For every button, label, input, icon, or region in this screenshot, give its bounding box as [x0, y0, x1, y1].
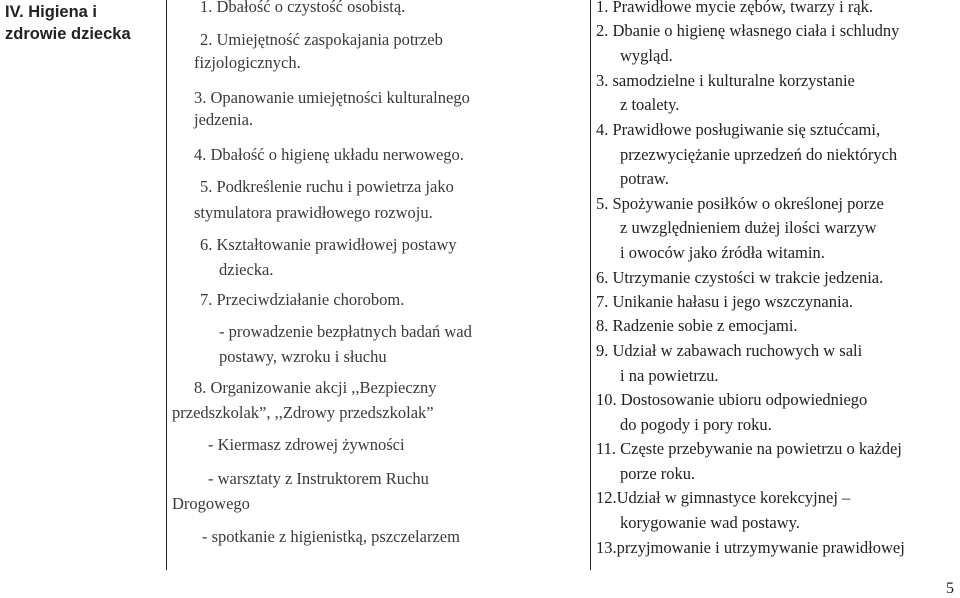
outcome-line: wygląd.: [620, 46, 673, 65]
outcome-line: i na powietrzu.: [620, 366, 719, 385]
outcome-line: do pogody i pory roku.: [620, 415, 772, 434]
column-divider: [166, 0, 167, 570]
task-line: 2. Umiejętność zaspokajania potrzeb: [200, 30, 443, 49]
task-line: jedzenia.: [194, 110, 254, 129]
outcome-line: przezwyciężanie uprzedzeń do niektórych: [620, 145, 898, 164]
task-line: - Kiermasz zdrowej żywności: [208, 435, 405, 454]
section-title-line: IV. Higiena i: [5, 3, 98, 21]
task-line: 8. Organizowanie akcji ,,Bezpieczny: [194, 378, 437, 397]
task-line: 3. Opanowanie umiejętności kulturalnego: [194, 88, 470, 107]
outcome-line: z uwzględnieniem dużej ilości warzyw: [620, 218, 877, 237]
task-line: - spotkanie z higienistką, pszczelarzem: [202, 527, 460, 546]
outcome-line: 12.Udział w gimnastyce korekcyjnej –: [596, 488, 851, 507]
outcome-line: 10. Dostosowanie ubioru odpowiedniego: [596, 390, 868, 409]
outcome-line: 1. Prawidłowe mycie zębów, twarzy i rąk.: [596, 0, 874, 16]
task-line: 5. Podkreślenie ruchu i powietrza jako: [200, 177, 454, 196]
outcome-line: 8. Radzenie sobie z emocjami.: [596, 316, 798, 335]
outcome-line: 5. Spożywanie posiłków o określonej porze: [596, 194, 884, 213]
outcome-line: korygowanie wad postawy.: [620, 513, 800, 532]
task-line: 7. Przeciwdziałanie chorobom.: [200, 290, 405, 309]
task-line: - warsztaty z Instruktorem Ruchu: [208, 469, 429, 488]
column-divider: [590, 0, 591, 570]
task-line: dziecka.: [219, 260, 274, 279]
task-line: 4. Dbałość o higienę układu nerwowego.: [194, 145, 464, 164]
outcome-line: 11. Częste przebywanie na powietrzu o każdej: [596, 439, 902, 458]
task-line: 1. Dbałość o czystość osobistą.: [200, 0, 406, 16]
task-line: postawy, wzroku i słuchu: [219, 347, 387, 366]
outcome-line: 6. Utrzymanie czystości w trakcie jedzenia.: [596, 268, 884, 287]
task-line: 6. Kształtowanie prawidłowej postawy: [200, 235, 457, 254]
outcome-line: i owoców jako źródła witamin.: [620, 243, 825, 262]
outcome-line: 9. Udział w zabawach ruchowych w sali: [596, 341, 863, 360]
task-line: - prowadzenie bezpłatnych badań wad: [219, 322, 472, 341]
outcome-line: porze roku.: [620, 464, 696, 483]
outcome-line: 4. Prawidłowe posługiwanie się sztućcami,: [596, 120, 881, 139]
task-line: przedszkolak”, ,,Zdrowy przedszkolak”: [172, 403, 434, 422]
outcome-line: z toalety.: [620, 95, 680, 114]
section-title-line: zdrowie dziecka: [5, 25, 131, 43]
task-line: Drogowego: [172, 494, 250, 513]
outcome-line: 13.przyjmowanie i utrzymywanie prawidłowej: [596, 538, 905, 557]
outcome-line: 3. samodzielne i kulturalne korzystanie: [596, 71, 855, 90]
task-line: fizjologicznych.: [194, 53, 301, 72]
task-line: stymulatora prawidłowego rozwoju.: [194, 203, 433, 222]
outcome-line: 2. Dbanie o higienę własnego ciała i schludny: [596, 21, 900, 40]
outcome-line: 7. Unikanie hałasu i jego wszczynania.: [596, 292, 854, 311]
page-number: 5: [946, 580, 954, 597]
outcome-line: potraw.: [620, 169, 669, 188]
